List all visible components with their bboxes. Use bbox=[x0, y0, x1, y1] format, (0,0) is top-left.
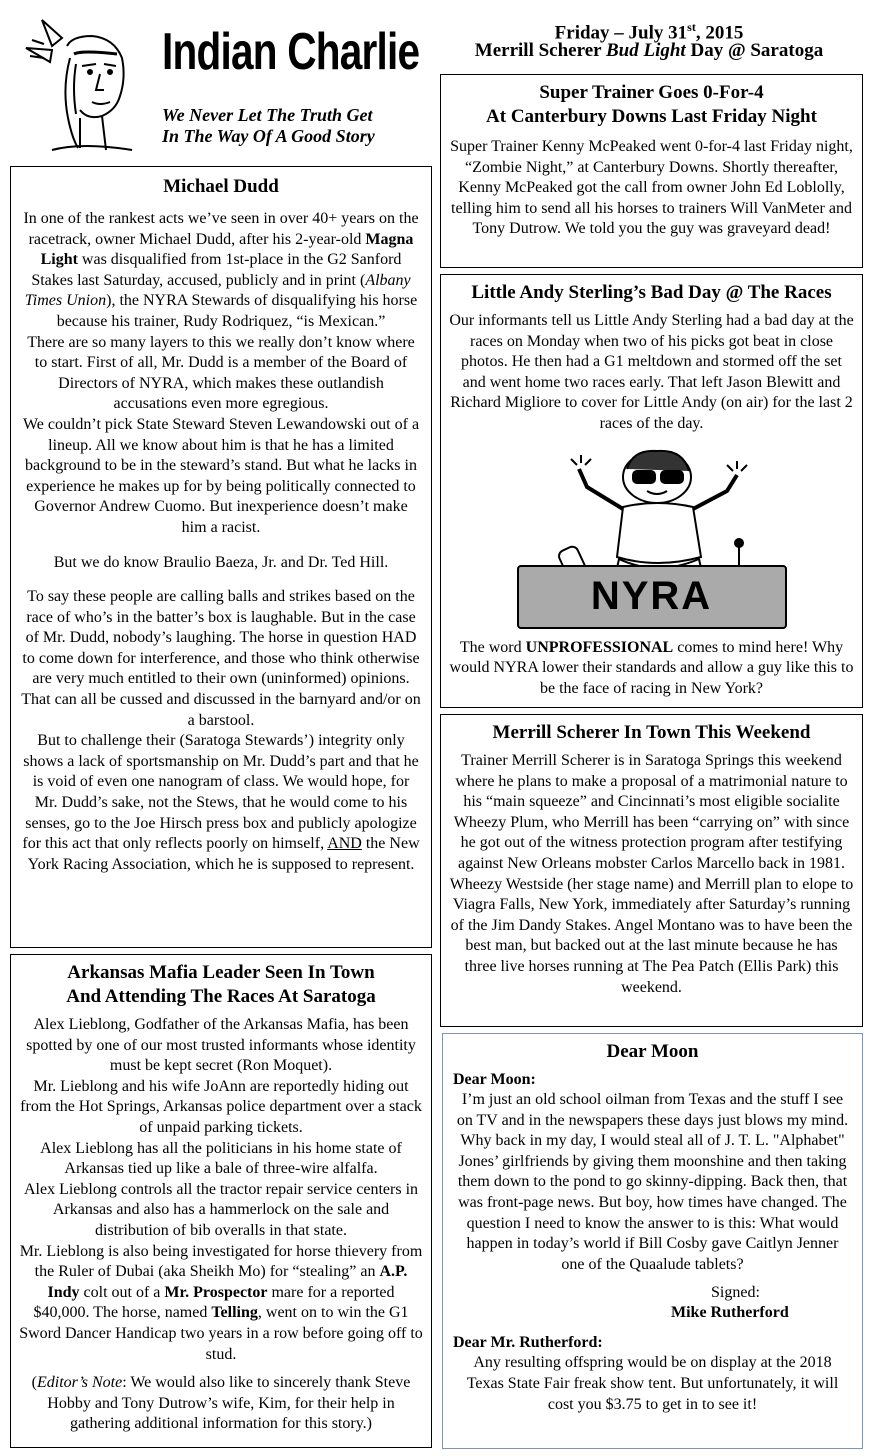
editors-note: (Editor’s Note: We would also like to sincerely thank Steve Hobby and Tony Dutrow’s wife, Kim, for their help in gathering additional information for this story.) bbox=[31, 1374, 411, 1433]
paragraph: But we do know Braulio Baeza, Jr. and Dr. Ted Hill. bbox=[53, 553, 389, 571]
paragraph: But to challenge their (Saratoga Stewards’) integrity only shows a lack of sportsmanship on Mr. Dudd’s part and that he is void of even one nanogram of class. We would hope, for Mr. Dudd’s sake, not the Stews, that he would come to his senses, go to the Joe Hirsch press box and publicly apologize for this act that only reflects poorly on himself, AND the New York Racing Association, which he is supposed to represent. bbox=[22, 732, 420, 873]
letter-signer: Mike Rutherford bbox=[671, 1304, 789, 1322]
issue-event: Merrill Scherer Bud Light Day @ Saratoga bbox=[474, 40, 824, 61]
paragraph: Trainer Merrill Scherer is in Saratoga Springs this weekend where he plans to make a proposal of a matrimonial nature to his “main squeeze” and Cincinnati’s most eligible socialite Wheezy Plum, who Merrill has been “carrying on” with since he got out of the witness protection program after testifying against New Orleans mobster Carlos Marcello back in 1981. Wheezy Westside (her stage name) and Merrill plan to elope to Viagra Falls, New York, immediately after Saturday’s running of the Jim Dandy Stakes. Angel Montano was to have been the best man, but backed out at the last minute because he has three live horses running at The Pea Patch (Ellis Park) this weekend. bbox=[449, 752, 854, 996]
letter-salutation: Dear Moon: bbox=[453, 1071, 536, 1088]
issue-date: Friday – July 31st, 2015 bbox=[554, 20, 744, 44]
paragraph: Alex Lieblong controls all the tractor repair service centers in Arkansas and also has a hammerlock on the sale and distribution of bib overalls in that state. bbox=[23, 1180, 419, 1239]
article-title: Dear Moon bbox=[606, 1041, 699, 1062]
masthead-title: Indian Charlie bbox=[162, 23, 420, 81]
article-super-trainer bbox=[440, 74, 863, 268]
article-andy-sterling bbox=[440, 274, 863, 708]
article-michael-dudd bbox=[10, 166, 432, 948]
paragraph: Our informants tell us Little Andy Sterling had a bad day at the races on Monday when two of his picks got beat in close photos. He then had a G1 meltdown and stormed off the set and went home two races early. That left Jason Blewitt and Richard Migliore to cover for Little Andy (on air) for the last 2 races of the day. bbox=[449, 312, 854, 432]
paragraph: Mr. Lieblong and his wife JoAnn are reportedly hiding out from the Hot Springs, Arkansas police department over a stack of unpaid parking tickets. bbox=[20, 1077, 422, 1136]
article-title: Michael Dudd bbox=[163, 176, 279, 197]
cartoon-desk-label: NYRA bbox=[590, 574, 713, 619]
masthead-logo bbox=[22, 18, 152, 158]
cartoon-desk bbox=[517, 565, 787, 629]
paragraph: Alex Lieblong has all the politicians in his home state of Arkansas tied up like a bale of three-wire alfalfa. bbox=[40, 1139, 402, 1178]
article-title: Merrill Scherer In Town This Weekend bbox=[492, 722, 811, 743]
article-title: Arkansas Mafia Leader Seen In Town And Attending The Races At Saratoga bbox=[66, 962, 376, 1007]
article-title: Super Trainer Goes 0-For-4 At Canterbury Downs Last Friday Night bbox=[486, 82, 817, 127]
reply-salutation: Dear Mr. Rutherford: bbox=[453, 1334, 603, 1352]
article-dear-moon bbox=[442, 1033, 863, 1449]
paragraph: Super Trainer Kenny McPeaked went 0-for-4 last Friday night, “Zombie Night,” at Canterbury Downs. Shortly thereafter, Kenny McPeaked got the call from owner John Ed Loblolly, telling him to send all his horses to trainers Will VanMeter and Tony Dutrow. We told you the guy was graveyard dead! bbox=[450, 138, 853, 238]
cartoon bbox=[507, 447, 797, 632]
tagline-line-2: In The Way Of A Good Story bbox=[162, 126, 375, 146]
paragraph: There are so many layers to this we really don’t know where to start. First of all, Mr. Dudd is a member of the Board of Directors of NYRA, which makes these outlandish accusations even more egregious. bbox=[27, 333, 415, 413]
tagline-line-1: We Never Let The Truth Get bbox=[162, 105, 373, 125]
letter-signed: Signed: bbox=[711, 1284, 760, 1302]
paragraph: In one of the rankest acts we’ve seen in over 40+ years on the racetrack, owner Michael Dudd, after his 2-year-old Magna Light was disqualified from 1st-place in the G2 Sanford Stakes last Saturday, accused, publicly and in print (Albany Times Union), the NYRA Stewards of disqualifying his horse because his trainer, Rudy Rodriquez, “is Mexican.” bbox=[23, 210, 419, 330]
article-title: Little Andy Sterling’s Bad Day @ The Races bbox=[471, 282, 832, 303]
indian-head-icon bbox=[22, 18, 152, 158]
masthead-tagline bbox=[162, 105, 375, 147]
paragraph: To say these people are calling balls and strikes based on the race of who’s in the batter’s box is laughable. But in the case of Mr. Dudd, nobody’s laughing. The horse in question HAD to come down for interference, and those who think otherwise are very much entitled to their own (uninformed) opinions. That can all be cussed and discussed in the barnyard and/or on a barstool. bbox=[21, 588, 421, 729]
paragraph: We couldn’t pick State Steward Steven Lewandowski out of a lineup. All we know about him is that he has a limited background to be in the steward’s stand. But what he lacks in experience he makes up for by being politically connected to Governor Andrew Cuomo. But inexperience doesn’t make him a racist. bbox=[22, 415, 420, 536]
article-merrill-scherer bbox=[440, 714, 863, 1027]
reply-body: Any resulting offspring would be on display at the 2018 Texas State Fair freak show tent. But unfortunately, it will cost you $3.75 to get in to see it! bbox=[466, 1354, 839, 1413]
paragraph: Alex Lieblong, Godfather of the Arkansas Mafia, has been spotted by one of our most trusted informants whose identity must be kept secret (Ron Moquet). bbox=[26, 1016, 416, 1075]
article-arkansas-mafia bbox=[10, 954, 432, 1448]
paragraph: The word UNPROFESSIONAL comes to mind here! Why would NYRA lower their standards and allow a guy like this to be the face of racing in New York? bbox=[449, 638, 854, 697]
letter-body: I’m just an old school oilman from Texas and the stuff I see on TV and in the newspapers these days just blows my mind. Why back in my day, I would steal all of J. T. L. "Alphabet" Jones’ girlfriends by giving them moonshine and then taking them down to the pond to go skinny-dipping. Back then, that was front-page news. But boy, how times have changed. The question I need to know the answer to is this: What would happen in today’s world if Bill Cosby gave Caitlyn Jenner one of the Quaalude tablets? bbox=[456, 1091, 849, 1273]
paragraph: Mr. Lieblong is also being investigated for horse thievery from the Ruler of Dubai (aka Sheikh Mo) for “stealing” an A.P. Indy colt out of a Mr. Prospector mare for a reported $40,000. The horse, named Telling, went on to win the G1 Sword Dancer Handicap two years in a row before going off to stud. bbox=[19, 1242, 423, 1363]
